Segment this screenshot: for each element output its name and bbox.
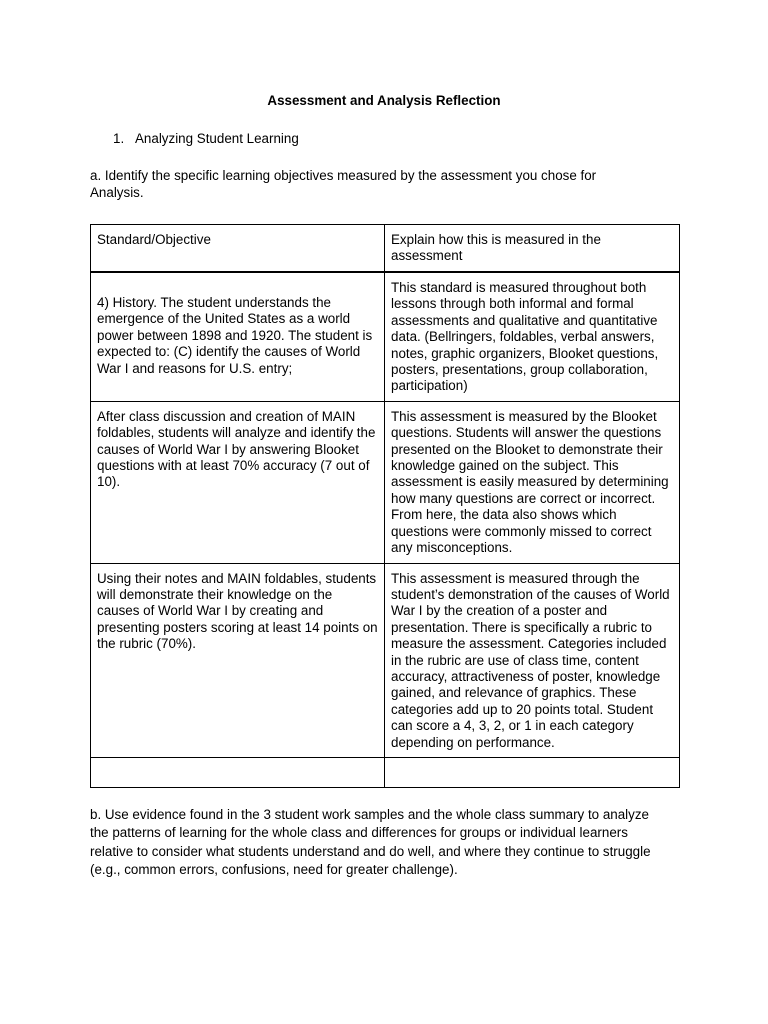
document-title: Assessment and Analysis Reflection [267,93,501,108]
objective-cell: 4) History. The student understands the emergence of the United States as a world power between 1898 and 1920. The student is expected to: (C) identify the causes of World War I and reasons for U.S. entry; [91,272,385,401]
prompt-part-b: b. Use evidence found in the 3 student work samples and the whole class summary to analyze the patterns of learning for the whole class and differences for groups or individual learners relative to consider what students understand and do well, and where they continue to struggle (e.g., common errors, confusions, need for greater challenge). [90,807,651,878]
measurement-cell: This assessment is measured by the Blooket questions. Students will answer the questions presented on the Blooket to demonstrate their knowledge gained on the subject. This assessment is easily measured by determining how many questions are correct or incorrect. From here, the data also shows which questions were commonly missed to correct any misconceptions. [385,401,680,563]
objectives-table [90,224,680,788]
table-header-row [91,225,680,273]
objective-cell: After class discussion and creation of MAIN foldables, students will analyze and identify the causes of World War I by answering Blooket questions with at least 70% accuracy (7 out of 10). [91,401,385,563]
prompt-part-a: a. Identify the specific learning objectives measured by the assessment you chose for Analysis. [90,168,597,200]
measurement-cell: This standard is measured throughout both lessons through both informal and formal assessments and qualitative and quantitative data. (Bellringers, foldables, verbal answers, notes, graphic organizers, Blooket questions, posters, presentations, group collaboration, participation) [385,272,680,401]
header-measurement: Explain how this is measured in the assessment [385,225,680,273]
objective-cell: Using their notes and MAIN foldables, students will demonstrate their knowledge on the causes of World War I by creating and presenting posters scoring at least 14 points on the rubric (70%). [91,563,385,757]
section-heading [113,131,299,148]
header-standard-objective: Standard/Objective [91,225,385,273]
table-row [91,563,680,757]
empty-cell [385,757,680,787]
table-row [91,401,680,563]
empty-cell [91,757,385,787]
table-row [91,272,680,401]
table-row-empty [91,757,680,787]
section-number: 1. [113,131,125,146]
section-label: Analyzing Student Learning [135,131,299,146]
measurement-cell: This assessment is measured through the student’s demonstration of the causes of World War I by the creation of a poster and presentation. There is specifically a rubric to measure the assessment. Categories included in the rubric are use of class time, content accuracy, attractiveness of poster, knowledge gained, and relevance of graphics. These categories add up to 20 points total. Student can score a 4, 3, 2, or 1 in each category depending on performance. [385,563,680,757]
